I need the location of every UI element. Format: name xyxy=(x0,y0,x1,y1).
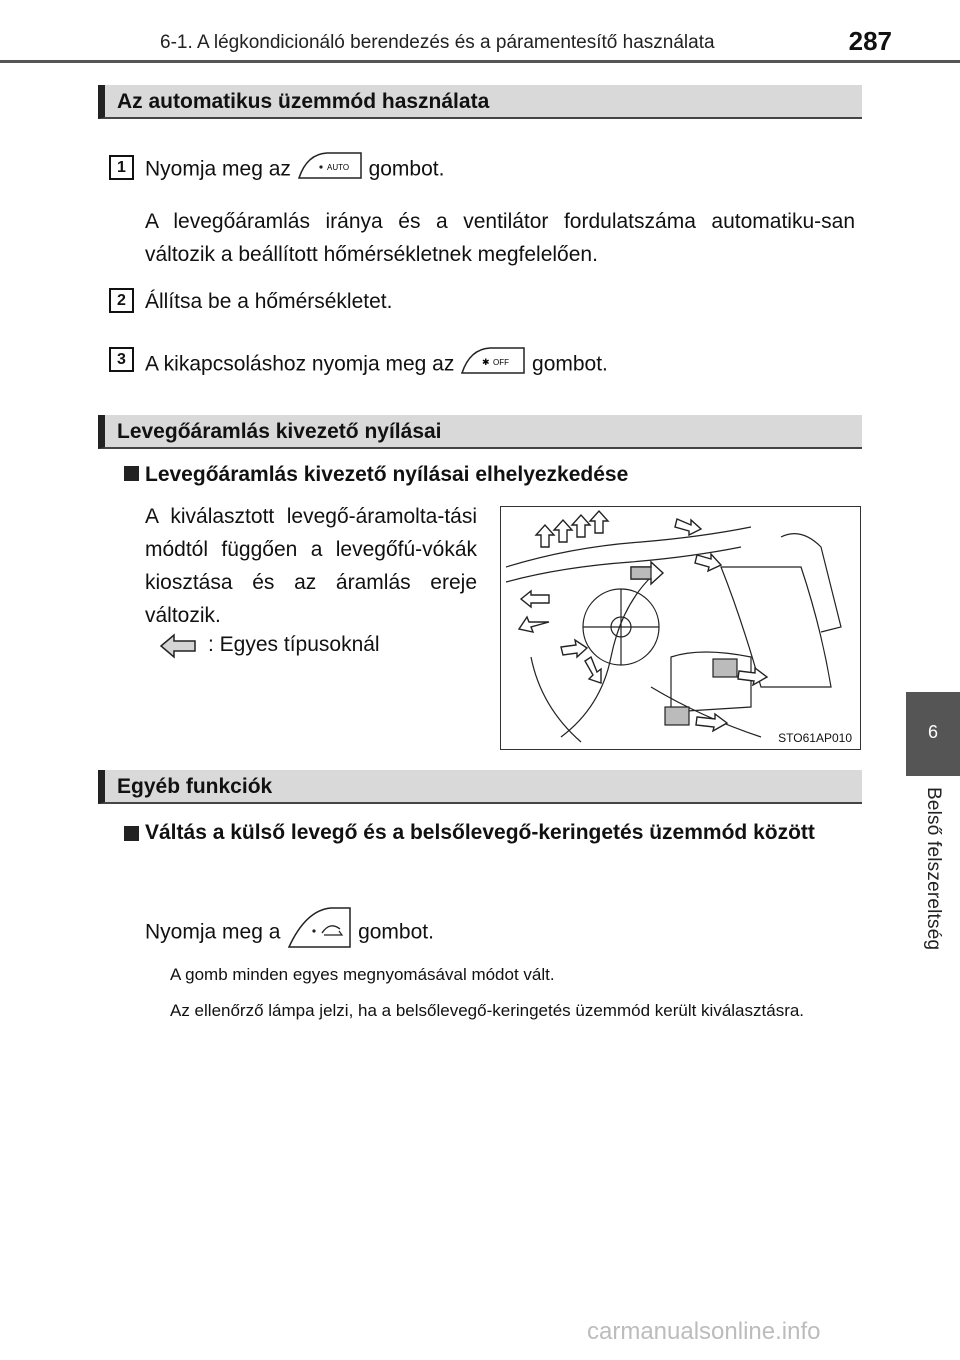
chapter-label: Belső felszereltség xyxy=(923,787,944,951)
section-heading-other xyxy=(98,770,862,804)
step-number-1: 1 xyxy=(109,155,134,180)
step-number-3: 3 xyxy=(109,347,134,372)
off-button-label: OFF xyxy=(493,358,510,367)
off-button-icon xyxy=(460,345,526,385)
chapter-tab xyxy=(906,692,960,776)
legend-text: : Egyes típusoknál xyxy=(208,633,380,656)
auto-button-label: AUTO xyxy=(326,163,349,172)
watermark: carmanualsonline.info xyxy=(587,1318,821,1345)
step-1-after: gombot. xyxy=(368,157,445,181)
auto-button-icon xyxy=(297,150,363,190)
note-2: Az ellenőrző lámpa jelzi, ha a belsőlevegő-keringetés üzemmód került kiválasztásra. xyxy=(170,1001,805,1020)
bullet-square-icon xyxy=(124,466,139,481)
page-header xyxy=(0,0,960,60)
legend-arrow-icon xyxy=(158,632,198,665)
outlets-paragraph: A kiválasztott levegő-áramolta-tási módtól függően a levegőfú-vókák kiosztása és az áramlás ereje változik. xyxy=(145,505,477,627)
recirculation-subheading: Váltás a külső levegő és a belsőlevegő-keringetés üzemmód között xyxy=(145,821,815,844)
recirculation-button-icon xyxy=(286,905,352,961)
svg-text:✱: ✱ xyxy=(482,358,490,368)
step-3-before: A kikapcsoláshoz nyomja meg az xyxy=(145,352,455,376)
step-1-before: Nyomja meg az xyxy=(145,157,291,181)
outlets-subheading: Levegőáramlás kivezető nyílásai elhelyezkedése xyxy=(145,463,629,486)
step-1-text xyxy=(145,150,444,190)
page-number: 287 xyxy=(848,26,892,56)
step-1-detail: A levegőáramlás iránya és a ventilátor fordulatszáma automatiku-san változik a beállított hőmérsékletnek megfelelően. xyxy=(145,210,855,266)
recirculation-instruction xyxy=(145,905,434,961)
step-3-after: gombot. xyxy=(532,352,608,376)
chapter-number: 6 xyxy=(927,722,938,742)
note-1: A gomb minden egyes megnyomásával módot vált. xyxy=(170,965,555,984)
step-3-text xyxy=(145,345,608,385)
bullet-square-icon xyxy=(124,826,139,841)
section-heading-outlets xyxy=(98,415,862,449)
section-title: Levegőáramlás kivezető nyílásai xyxy=(117,420,442,443)
header-rule xyxy=(0,60,960,63)
section-title: Egyéb funkciók xyxy=(117,775,273,798)
vent-layout-illustration xyxy=(500,506,861,750)
step-2-text: Állítsa be a hőmérsékletet. xyxy=(145,290,393,313)
instruction-before: Nyomja meg a xyxy=(145,920,281,944)
instruction-after: gombot. xyxy=(358,920,434,944)
step-number-2: 2 xyxy=(109,288,134,313)
header-title: 6-1. A légkondicionáló berendezés és a páramentesítő használata xyxy=(160,32,715,53)
section-title: Az automatikus üzemmód használata xyxy=(117,90,490,113)
section-heading-auto-mode xyxy=(98,85,862,119)
car-interior-drawing xyxy=(501,507,860,749)
image-code: STO61AP010 xyxy=(778,731,852,745)
